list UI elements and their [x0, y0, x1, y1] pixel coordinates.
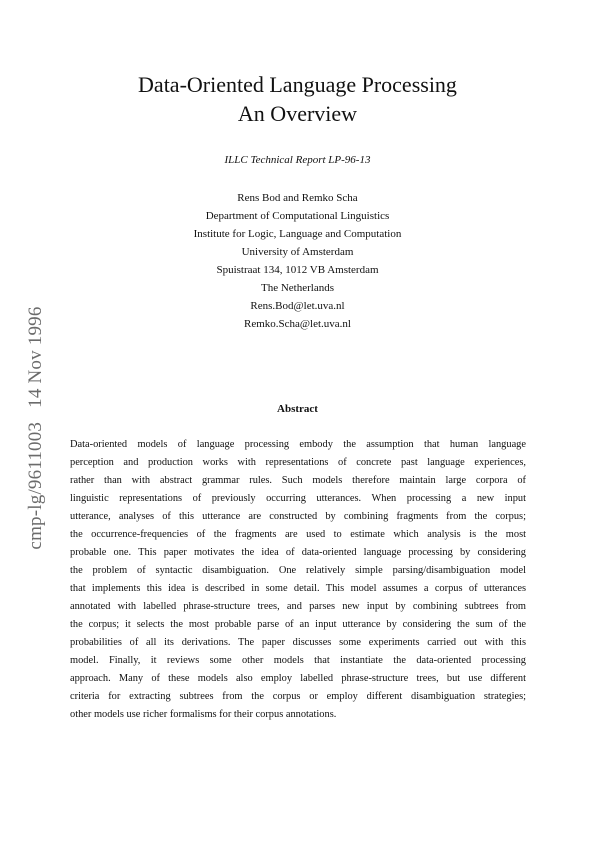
- abstract-line: Data-oriented models of language processing embody the assumption that human language: [70, 439, 526, 450]
- author-email-scha: Remko.Scha@let.uva.nl: [244, 318, 351, 330]
- arxiv-date: 14 Nov 1996: [25, 306, 46, 408]
- abstract-line: criteria for extracting subtrees from the corpus or employ different disambiguation strategies;: [70, 691, 526, 702]
- abstract-line: the occurrence-frequencies of the fragments are used to estimate which analysis is the most: [70, 529, 526, 540]
- abstract-line: other models use richer formalisms for their corpus annotations.: [70, 709, 337, 720]
- report-number: ILLC Technical Report LP-96-13: [224, 154, 371, 166]
- abstract-line: perception and production works with representations of concrete past language experiences,: [70, 457, 526, 468]
- arxiv-identifier: cmp-lg/9611003: [25, 421, 46, 550]
- abstract-line: probabilities of all its derivations. The paper discusses some experiments carried out with this: [70, 637, 526, 648]
- abstract-body: [70, 436, 526, 724]
- author-department: Department of Computational Linguistics: [205, 210, 390, 222]
- abstract-line: approach. Many of these models also employ labelled phrase-structure trees, but use different: [70, 673, 526, 684]
- abstract-line: the problem of syntactic disambiguation. One relatively simple parsing/disambiguation model: [70, 565, 526, 576]
- author-university: University of Amsterdam: [241, 246, 354, 258]
- author-email-bod: Rens.Bod@let.uva.nl: [250, 300, 345, 312]
- paper-title: [0, 70, 595, 128]
- title-line-1: Data-Oriented Language Processing: [138, 72, 457, 97]
- abstract-line: utterance, analyses of this utterance are constructed by combining fragments from the corpus;: [70, 511, 526, 522]
- abstract-line: rather than with abstract grammar rules. Such models therefore maintain large corpora of: [70, 475, 526, 486]
- author-block: [0, 189, 595, 333]
- author-institute: Institute for Logic, Language and Computation: [193, 228, 402, 240]
- arxiv-side-stamp: [25, 306, 47, 549]
- abstract-line: the corpus; it selects the most probable parse of an input utterance by considering the sum of the: [70, 619, 526, 630]
- author-names: Rens Bod and Remko Scha: [237, 192, 358, 204]
- author-street-address: Spuistraat 134, 1012 VB Amsterdam: [216, 264, 379, 276]
- abstract-heading: Abstract: [277, 403, 318, 415]
- abstract-line: annotated with labelled phrase-structure trees, and parses new input by combining subtrees from: [70, 601, 526, 612]
- abstract-line: linguistic representations of previously occurring utterances. When processing a new input: [70, 493, 526, 504]
- abstract-line: probable one. This paper motivates the idea of data-oriented language processing by considering: [70, 547, 526, 558]
- title-line-2: An Overview: [237, 101, 358, 126]
- abstract-line: model. Finally, it reviews some other models that instantiate the data-oriented processing: [70, 655, 526, 666]
- author-country: The Netherlands: [261, 282, 334, 294]
- abstract-line: that implements this idea is described in some detail. This model assumes a corpus of utterances: [70, 583, 526, 594]
